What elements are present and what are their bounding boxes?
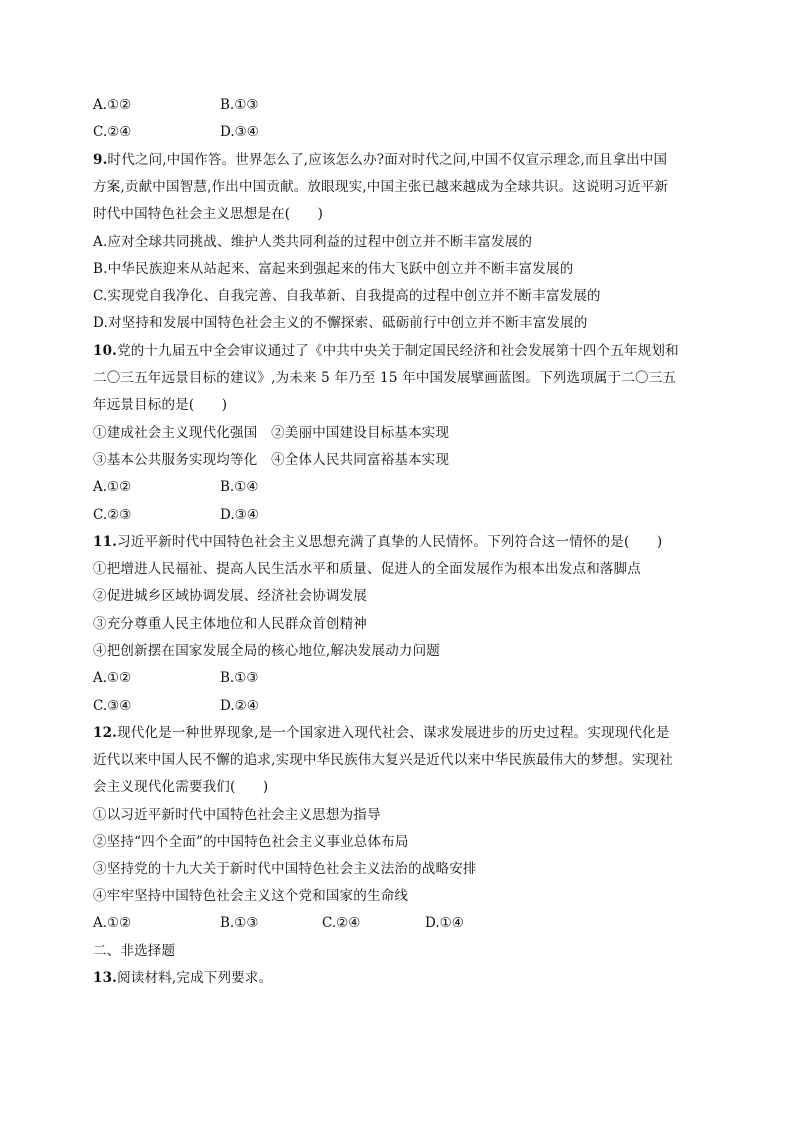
q12-option-b[interactable]: B.①③ (220, 915, 259, 931)
q8-option-a[interactable]: A.①② (93, 97, 132, 113)
q9-option-a[interactable]: A.应对全球共同挑战、维护人类共同利益的过程中创立并不断丰富发展的 (93, 234, 533, 250)
q10-items-line-2: ③基本公共服务实现均等化 ④全体人民共同富裕基本实现 (93, 452, 450, 468)
q10-option-b[interactable]: B.①④ (220, 479, 259, 495)
q9-stem-line-1: 9.时代之问,中国作答。世界怎么了,应该怎么办?面对时代之问,中国不仅宣示理念,而且拿出中国 (93, 152, 668, 168)
q10-items-line-1: ①建成社会主义现代化强国 ②美丽中国建设目标基本实现 (93, 425, 450, 441)
q12-stem-line-3: 会主义现代化需要我们( ) (93, 779, 269, 795)
q10-number: 10. (93, 343, 118, 359)
q10-option-c[interactable]: C.②③ (93, 507, 132, 523)
q10-option-d[interactable]: D.③④ (220, 507, 259, 523)
q9-number: 9. (93, 152, 108, 168)
q10-stem-line-2: 二〇三五年远景目标的建议》,为未来 5 年乃至 15 年中国发展擘画蓝图。下列选项属于二〇三五 (93, 370, 677, 386)
q9-option-c[interactable]: C.实现党自我净化、自我完善、自我革新、自我提高的过程中创立并不断丰富发展的 (93, 288, 601, 304)
q10-stem-line-3: 年远景目标的是( ) (93, 397, 228, 413)
q8-option-c[interactable]: C.②④ (93, 124, 132, 140)
q12-number: 12. (93, 725, 118, 741)
q11-item-3: ③充分尊重人民主体地位和人民群众首创精神 (93, 616, 367, 632)
q12-option-a[interactable]: A.①② (93, 915, 132, 931)
q8-option-b[interactable]: B.①③ (220, 97, 259, 113)
q12-item-2: ②坚持“四个全面”的中国特色社会主义事业总体布局 (93, 834, 409, 850)
q11-item-4: ④把创新摆在国家发展全局的核心地位,解决发展动力问题 (93, 643, 440, 659)
q9-option-b[interactable]: B.中华民族迎来从站起来、富起来到强起来的伟大飞跃中创立并不断丰富发展的 (93, 261, 574, 277)
q11-option-d[interactable]: D.②④ (220, 698, 259, 714)
q12-item-4: ④牢牢坚持中国特色社会主义这个党和国家的生命线 (93, 888, 409, 904)
q11-option-a[interactable]: A.①② (93, 670, 132, 686)
q10-stem-line-1: 10.党的十九届五中全会审议通过了《中共中央关于制定国民经济和社会发展第十四个五年规划和 (93, 343, 679, 359)
q11-item-1: ①把增进人民福祉、提高人民生活水平和质量、促进人的全面发展作为根本出发点和落脚点 (93, 561, 641, 577)
q11-item-2: ②促进城乡区域协调发展、经济社会协调发展 (93, 588, 367, 604)
q10-option-a[interactable]: A.①② (93, 479, 132, 495)
q12-stem-line-1: 12.现代化是一种世界现象,是一个国家进入现代社会、谋求发展进步的历史过程。实现现代化是 (93, 725, 670, 741)
q12-item-1: ①以习近平新时代中国特色社会主义思想为指导 (93, 807, 381, 823)
q9-stem-line-3: 时代中国特色社会主义思想是在( ) (93, 206, 324, 222)
q11-number: 11. (93, 534, 118, 550)
q9-stem-line-2: 方案,贡献中国智慧,作出中国贡献。放眼现实,中国主张已越来越成为全球共识。这说明习近平新 (93, 179, 669, 195)
q12-stem-line-2: 近代以来中国人民不懈的追求,实现中华民族伟大复兴是近代以来中华民族最伟大的梦想。实现社 (93, 752, 673, 768)
q12-option-c[interactable]: C.②④ (322, 915, 361, 931)
q9-option-d[interactable]: D.对坚持和发展中国特色社会主义的不懈探索、砥砺前行中创立并不断丰富发展的 (93, 315, 588, 331)
q11-option-b[interactable]: B.①③ (220, 670, 259, 686)
q12-option-d[interactable]: D.①④ (425, 915, 464, 931)
q11-stem-line-1: 11.习近平新时代中国特色社会主义思想充满了真挚的人民情怀。下列符合这一情怀的是( ) (93, 534, 663, 550)
q13-number: 13. (93, 970, 118, 986)
q13-stem: 13.阅读材料,完成下列要求。 (93, 970, 273, 986)
q8-option-d[interactable]: D.③④ (220, 124, 259, 140)
q12-item-3: ③坚持党的十九大关于新时代中国特色社会主义法治的战略安排 (93, 861, 477, 877)
q11-option-c[interactable]: C.③④ (93, 698, 132, 714)
section-title-non-choice: 二、非选择题 (93, 943, 176, 959)
